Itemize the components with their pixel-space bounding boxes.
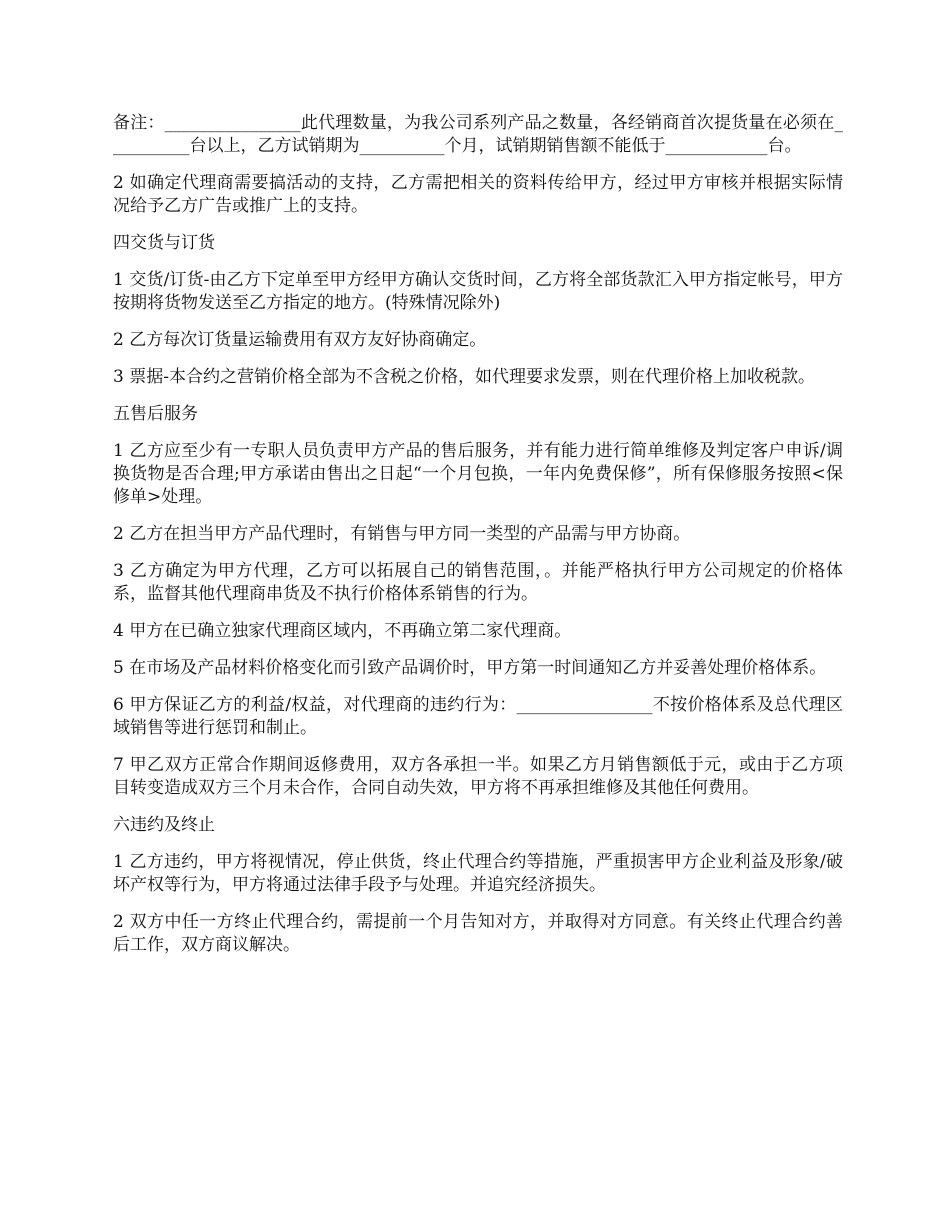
clause-paragraph: 1 乙方违约，甲方将视情况，停止供货，终止代理合约等措施，严重损害甲方企业利益及形象/破坏产权等行为，甲方将通过法律手段予与处理。并追究经济损失。 (113, 852, 843, 895)
section-heading-breach: 六违约及终止 (113, 815, 215, 835)
clause-paragraph: 4 甲方在已确立独家代理商区域内，不再确立第二家代理商。 (113, 621, 572, 641)
clause-paragraph: 2 如确定代理商需要搞活动的支持，乙方需把相关的资料传给甲方，经过甲方审核并根据实际情况给予乙方广告或推广上的支持。 (113, 173, 843, 216)
section-heading-delivery: 四交货与订货 (113, 233, 215, 253)
note-paragraph: 备注：________________此代理数量，为我公司系列产品之数量，各经销商首次提货量在必须在__________台以上，乙方试销期为__________个月，试销期销售额不能低于____________台。 (113, 113, 843, 156)
clause-paragraph: 1 交货/订货-由乙方下定单至甲方经甲方确认交货时间，乙方将全部货款汇入甲方指定帐号，甲方按期将货物发送至乙方指定的地方。(特殊情况除外) (113, 270, 843, 313)
clause-paragraph: 5 在市场及产品材料价格变化而引致产品调价时，甲方第一时间通知乙方并妥善处理价格体系。 (113, 658, 827, 678)
clause-paragraph: 2 乙方在担当甲方产品代理时，有销售与甲方同一类型的产品需与甲方协商。 (113, 524, 691, 544)
clause-paragraph: 3 票据-本合约之营销价格全部为不含税之价格，如代理要求发票，则在代理价格上加收税款。 (113, 367, 815, 387)
section-heading-after-sales: 五售后服务 (113, 404, 198, 424)
clause-paragraph: 2 乙方每次订货量运输费用有双方友好协商确定。 (113, 330, 487, 350)
clause-paragraph: 7 甲乙双方正常合作期间返修费用，双方各承担一半。如果乙方月销售额低于元，或由于乙方项目转变造成双方三个月未合作，合同自动失效，甲方将不再承担维修及其他任何费用。 (113, 755, 843, 798)
document-page (113, 112, 843, 971)
clause-paragraph: 3 乙方确定为甲方代理，乙方可以拓展自己的销售范围，。并能严格执行甲方公司规定的价格体系，监督其他代理商串货及不执行价格体系销售的行为。 (113, 561, 843, 604)
clause-paragraph: 2 双方中任一方终止代理合约，需提前一个月告知对方，并取得对方同意。有关终止代理合约善后工作，双方商议解决。 (113, 912, 843, 955)
clause-paragraph: 6 甲方保证乙方的利益/权益，对代理商的违约行为：________________不按价格体系及总代理区域销售等进行惩罚和制止。 (113, 695, 843, 738)
clause-paragraph: 1 乙方应至少有一专职人员负责甲方产品的售后服务，并有能力进行简单维修及判定客户申诉/调换货物是否合理;甲方承诺由售出之日起“一个月包换，一年内免费保修”，所有保修服务按照<保修单>处理。 (113, 441, 843, 507)
